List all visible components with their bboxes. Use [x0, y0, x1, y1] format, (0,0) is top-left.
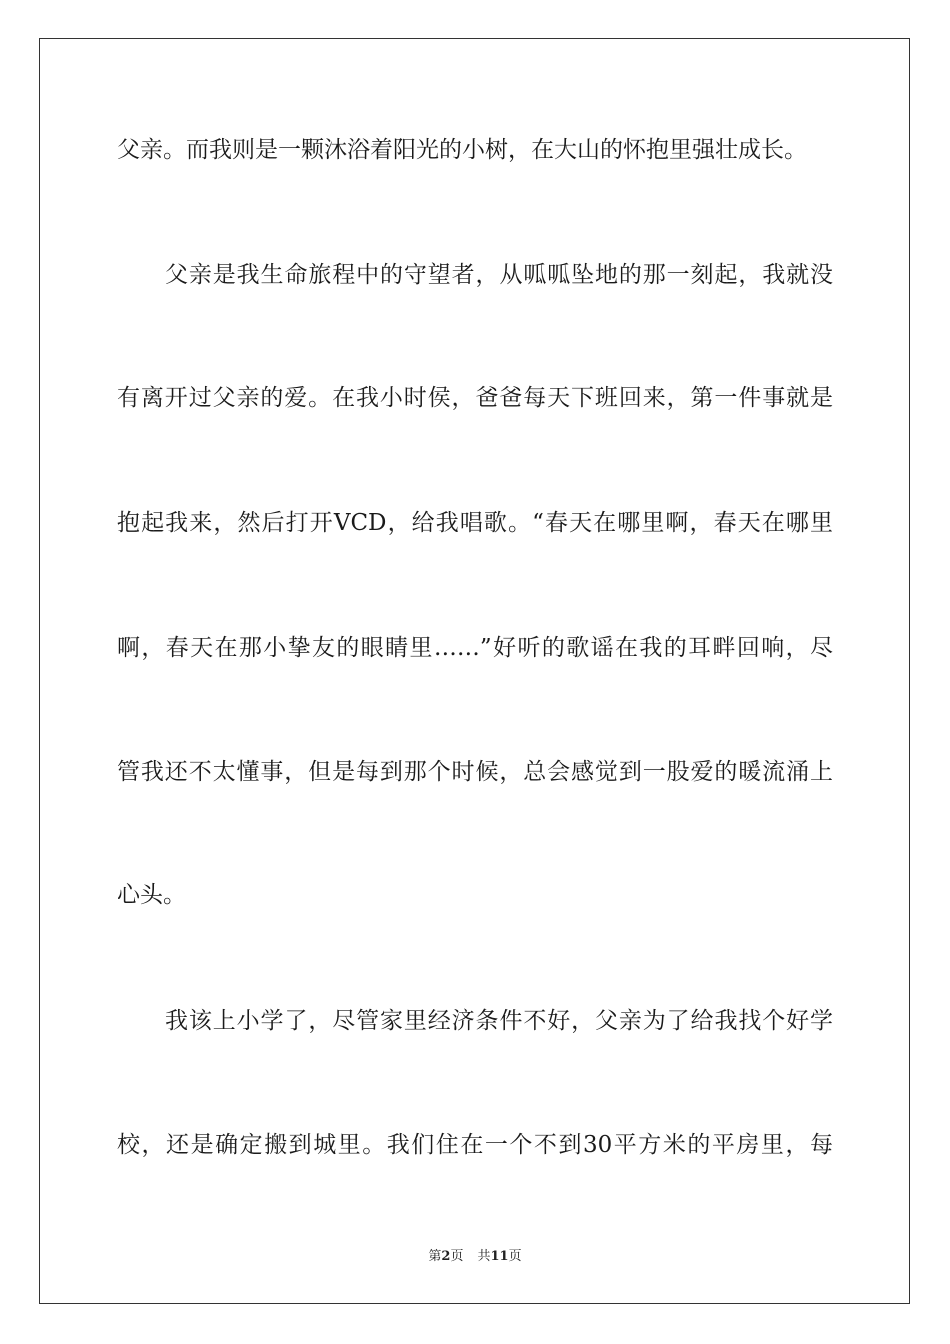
footer-total-suffix: 页: [508, 1249, 522, 1264]
text-line-1: 父亲。而我则是一颗沐浴着阳光的小树，在大山的怀抱里强壮成长。: [117, 137, 807, 163]
page-border: [39, 38, 910, 1304]
footer-total-prefix: 共: [477, 1249, 491, 1264]
text-line-7: 心头。: [117, 882, 186, 908]
footer-page-number: 2: [441, 1249, 451, 1264]
text-line-3: 有离开过父亲的爱。在我小时侯，爸爸每天下班回来，第一件事就是: [117, 385, 833, 411]
footer-page-suffix: 页: [450, 1249, 464, 1264]
page-footer: [0, 1248, 950, 1266]
text-line-8: 我该上小学了，尽管家里经济条件不好，父亲为了给我找个好学: [165, 1008, 833, 1034]
footer-page-prefix: 第: [428, 1249, 442, 1264]
text-line-9: 校，还是确定搬到城里。我们住在一个不到30平方米的平房里，每: [117, 1132, 833, 1158]
text-line-5: 啊，春天在那小挚友的眼睛里……”好听的歌谣在我的耳畔回响，尽: [117, 635, 833, 661]
text-line-2: 父亲是我生命旅程中的守望者，从呱呱坠地的那一刻起，我就没: [165, 262, 833, 288]
text-line-6: 管我还不太懂事，但是每到那个时候，总会感觉到一股爱的暖流涌上: [117, 759, 833, 785]
footer-total-number: 11: [490, 1249, 509, 1264]
text-line-4: 抱起我来，然后打开VCD，给我唱歌。“春天在哪里啊，春天在哪里: [117, 510, 833, 536]
